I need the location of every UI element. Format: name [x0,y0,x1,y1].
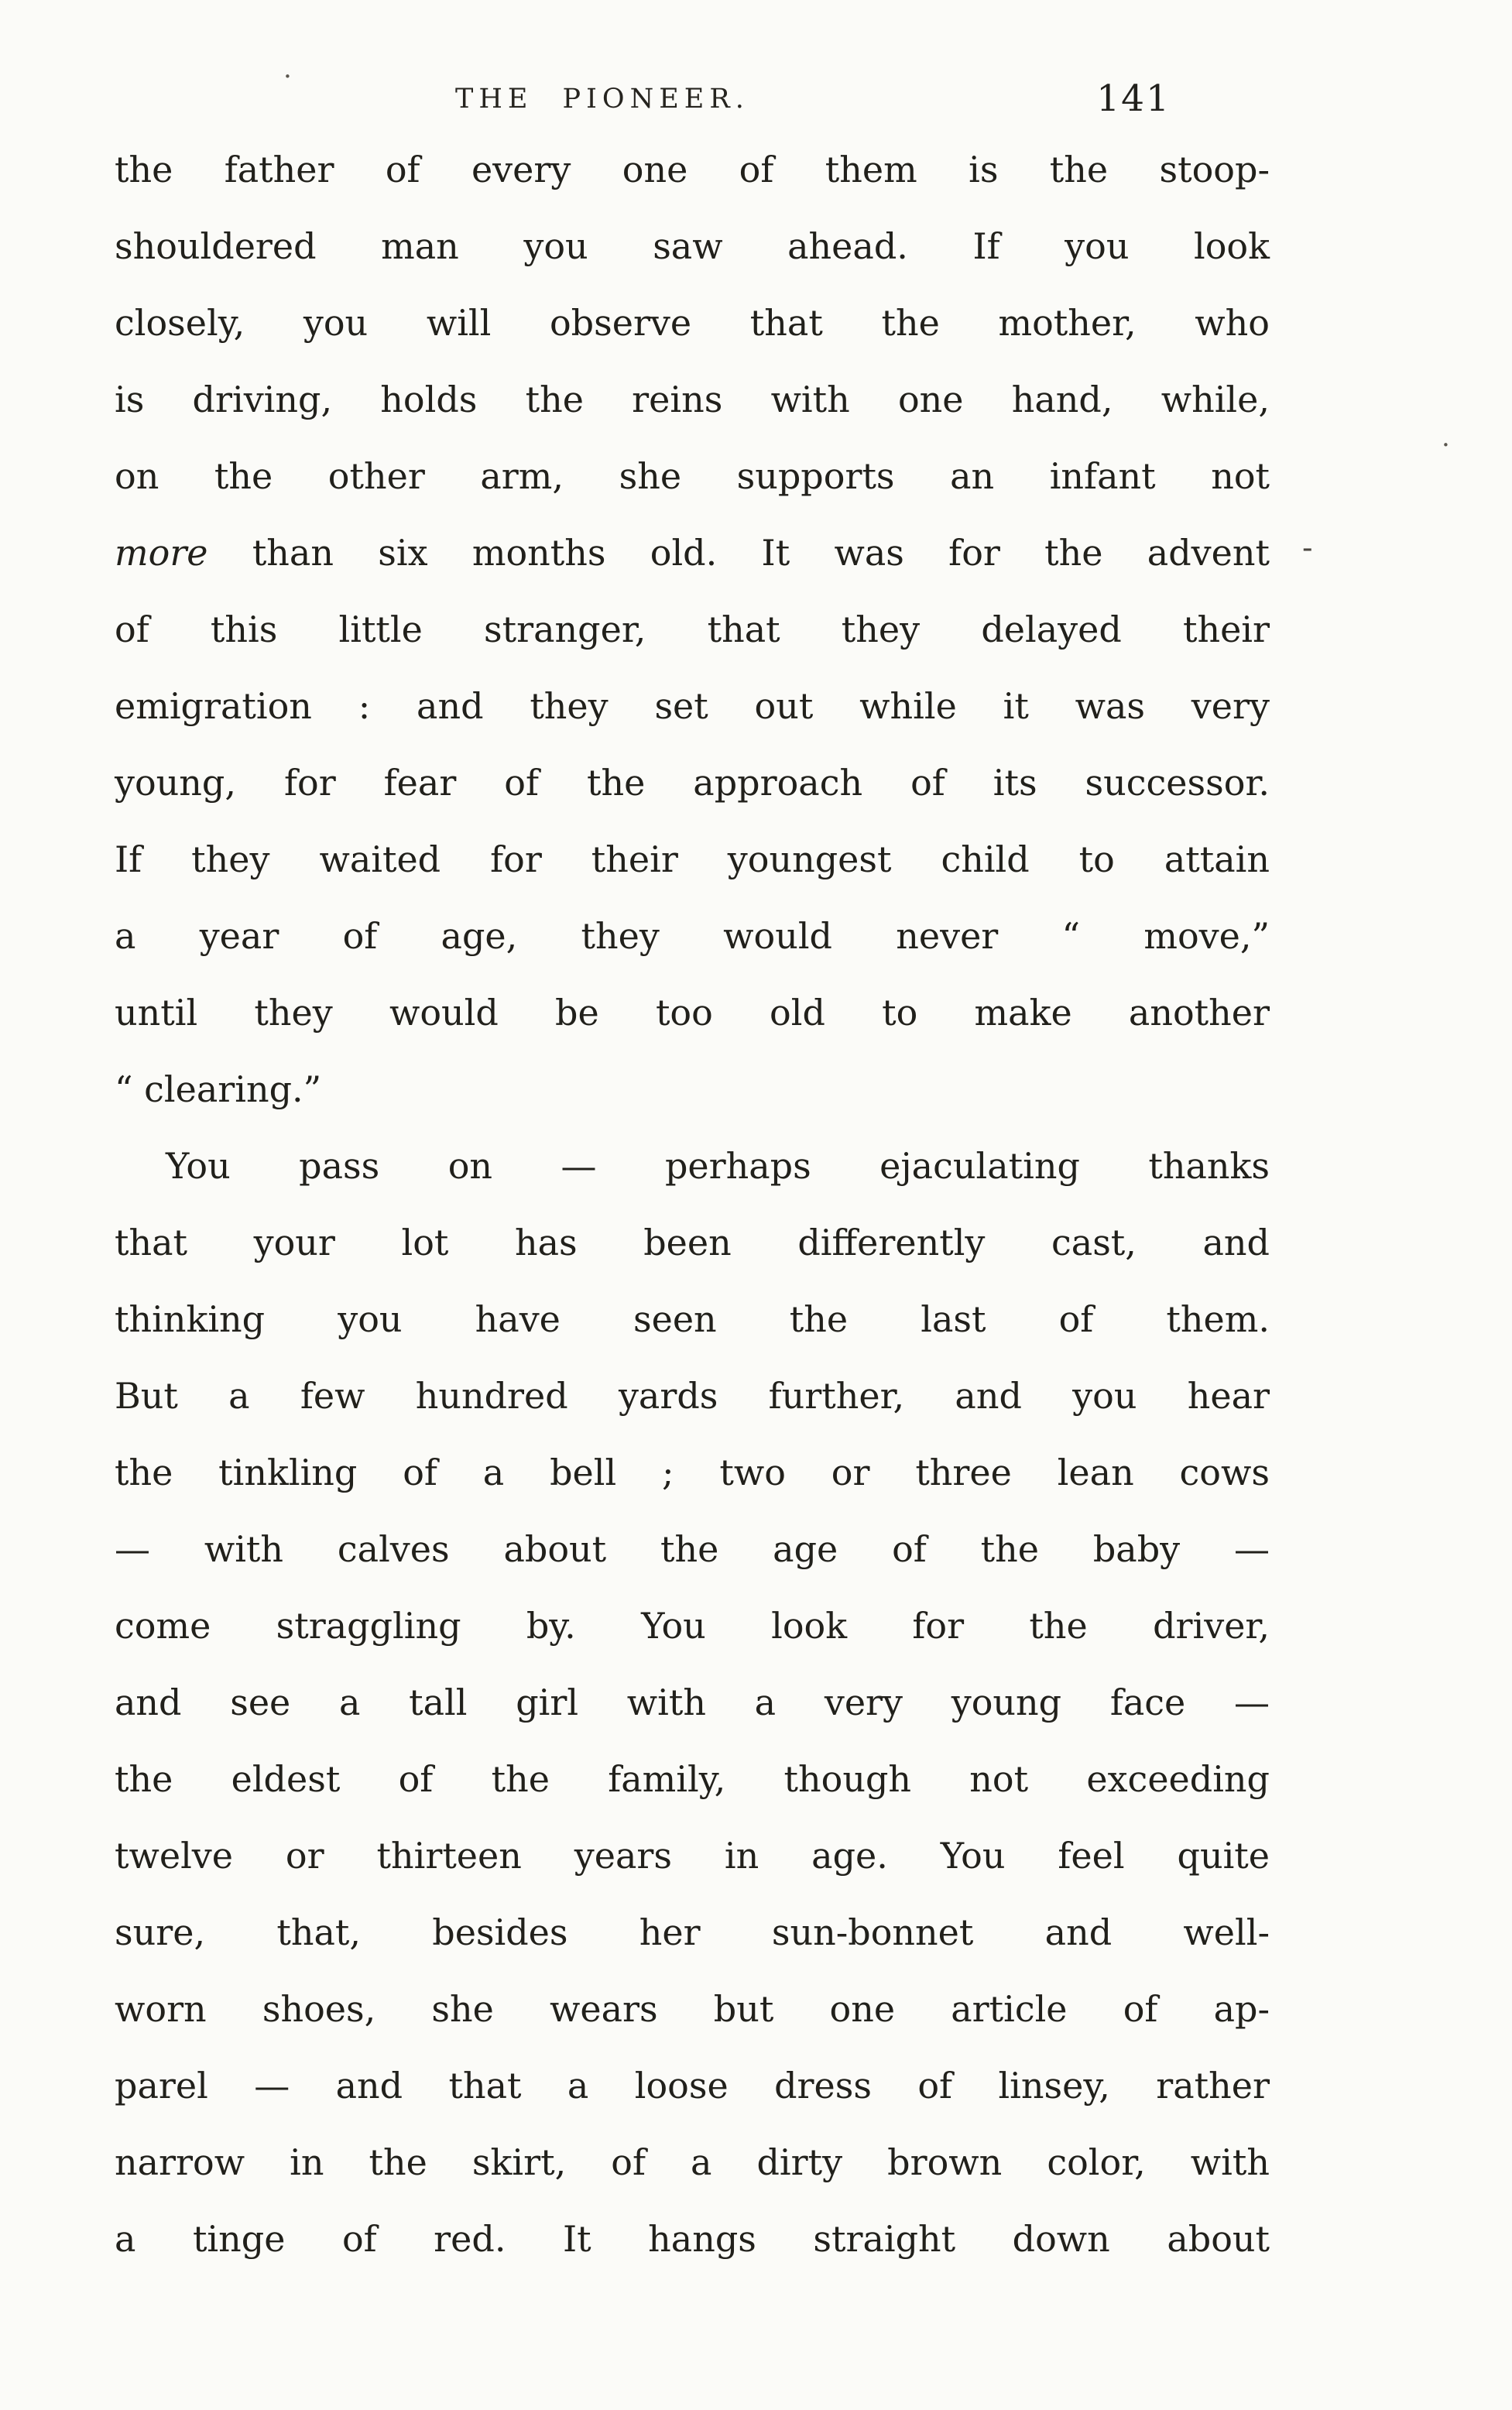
text-line [115,1664,1270,1741]
text-segment: come straggling by. You look for the driver, [115,1605,1270,1647]
text-line [115,208,1270,285]
text-segment: “ clearing.” [115,1068,322,1110]
text-line [115,1281,1270,1358]
text-line [115,975,1270,1051]
text-line [115,1435,1270,1511]
text-line [115,1818,1270,1894]
body-text [115,132,1270,2278]
text-line [115,1051,1270,1128]
text-segment: until they would be too old to make another [115,992,1270,1034]
text-segment: worn shoes, she wears but one article of ap- [115,1988,1270,2030]
text-line [115,132,1270,208]
text-segment: — with calves about the age of the baby — [115,1528,1270,1570]
text-line [115,1128,1270,1205]
page-number: 141 [1096,77,1171,120]
text-segment: thinking you have seen the last of them. [115,1298,1270,1340]
text-line [115,2201,1270,2278]
text-line [115,1358,1270,1435]
text-line [115,1894,1270,1971]
text-line [115,2124,1270,2201]
running-header [115,77,1270,124]
text-segment: young, for fear of the approach of its successor. [115,762,1270,804]
page-title: THE PIONEER. [455,84,749,115]
text-segment: But a few hundred yards further, and you hear [115,1375,1270,1417]
text-segment: that your lot has been differently cast, and [115,1222,1270,1263]
text-segment: than six months old. It was for the advent [207,532,1270,574]
text-segment: twelve or thirteen years in age. You feel quite [115,1835,1270,1877]
text-segment: closely, you will observe that the mother, who [115,302,1270,344]
text-line [115,668,1270,745]
text-line [115,285,1270,362]
text-line [115,1511,1270,1588]
text-line [115,898,1270,975]
text-line [115,362,1270,438]
text-line [115,591,1270,668]
text-segment: and see a tall girl with a very young face — [115,1682,1270,1723]
text-segment: If they waited for their youngest child to attain [115,838,1270,880]
text-segment: narrow in the skirt, of a dirty brown color, with [115,2141,1270,2183]
scan-artifact-dot: . [1442,422,1450,453]
text-line [115,1741,1270,1818]
text-segment: a tinge of red. It hangs straight down about [115,2218,1270,2260]
text-line [115,1971,1270,2048]
text-line [115,2048,1270,2124]
text-segment: is driving, holds the reins with one hand, while, [115,379,1270,420]
text-segment: a year of age, they would never “ move,” [115,915,1270,957]
text-line [115,438,1270,515]
text-segment: emigration : and they set out while it was very [115,685,1270,727]
text-line [115,1588,1270,1664]
text-segment: You pass on — perhaps ejaculating thanks [166,1145,1270,1187]
text-line [115,821,1270,898]
text-segment: of this little stranger, that they delayed their [115,608,1270,650]
text-segment: the tinkling of a bell ; two or three lean cows [115,1452,1270,1493]
text-line [115,1205,1270,1281]
text-segment: sure, that, besides her sun-bonnet and well- [115,1911,1270,1953]
text-segment: the father of every one of them is the stoop- [115,149,1270,190]
text-line [115,745,1270,821]
scan-artifact-dot: . [283,53,292,84]
text-segment: parel — and that a loose dress of linsey, rather [115,2065,1270,2107]
italic-text: more [115,532,208,574]
text-segment: shouldered man you saw ahead. If you look [115,225,1270,267]
scan-artifact-dash: - [1302,530,1313,566]
text-segment: the eldest of the family, though not exceeding [115,1758,1270,1800]
text-line [115,515,1270,591]
text-segment: on the other arm, she supports an infant not [115,455,1270,497]
